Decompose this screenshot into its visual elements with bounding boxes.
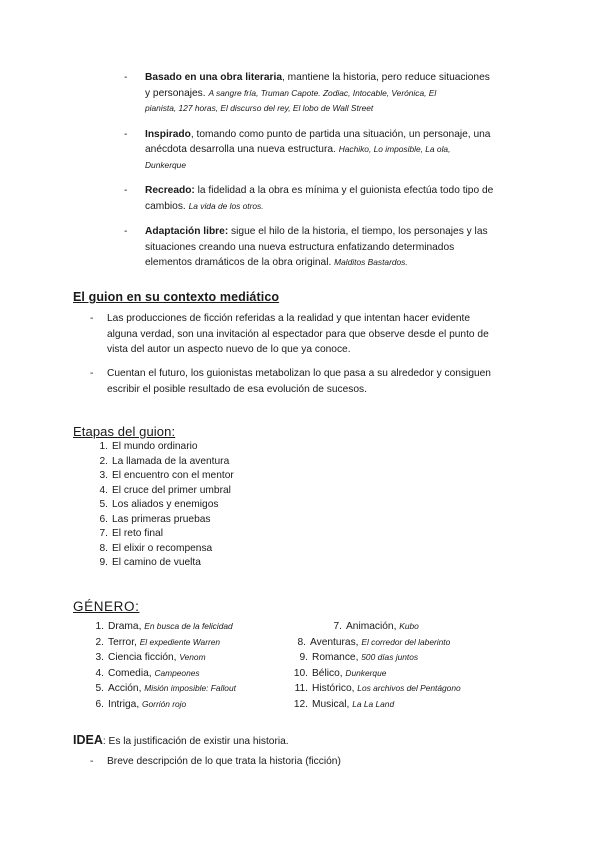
dash-bullet: - bbox=[124, 185, 128, 196]
dash-bullet: - bbox=[124, 128, 128, 140]
item-number: 3. bbox=[95, 652, 104, 663]
list-item bbox=[86, 542, 386, 557]
genre-item bbox=[282, 697, 461, 713]
genre-name: Ciencia ficción, bbox=[108, 652, 180, 663]
list-item-line bbox=[145, 142, 534, 158]
genre-name: Terror, bbox=[108, 636, 140, 648]
genre-example: En busca de la felicidad bbox=[144, 621, 233, 631]
item-examples: Dunkerque bbox=[145, 159, 186, 170]
item-number: 4. bbox=[95, 667, 104, 679]
item-number: 2. bbox=[95, 636, 104, 648]
list-item bbox=[86, 556, 386, 571]
item-text: cambios. bbox=[145, 200, 189, 212]
genre-column-left bbox=[86, 619, 236, 712]
item-number: 6. bbox=[99, 513, 108, 525]
item-number: 1. bbox=[99, 441, 108, 452]
list-item-line bbox=[145, 127, 534, 143]
item-number: 8. bbox=[297, 636, 306, 648]
list-item bbox=[86, 513, 386, 528]
section-heading-genero: GÉNERO: bbox=[73, 599, 140, 614]
genre-name: Romance, bbox=[312, 652, 362, 663]
genre-name: Bélico, bbox=[312, 667, 346, 679]
genre-item bbox=[282, 619, 461, 635]
item-text: anécdota desarrolla una nueva estructura. bbox=[145, 144, 339, 155]
genre-column-right bbox=[282, 619, 461, 712]
genre-item bbox=[86, 650, 236, 666]
item-lead: Inspirado bbox=[145, 128, 191, 140]
paragraph-item bbox=[90, 366, 535, 397]
etapas-list bbox=[86, 440, 386, 571]
item-text: sigue el hilo de la historia, el tiempo, los personajes y las bbox=[228, 226, 488, 237]
paragraph-line: escribir el posible resultado de esa evolución de sucesos. bbox=[107, 383, 367, 395]
genre-example: Kubo bbox=[399, 621, 419, 631]
list-item bbox=[124, 183, 534, 214]
section-heading-contexto: El guion en su contexto mediático bbox=[73, 290, 280, 304]
genre-example: Misión imposible: Fallout bbox=[144, 683, 236, 693]
genre-name: Acción, bbox=[108, 683, 145, 694]
item-number: 4. bbox=[99, 484, 108, 496]
list-item-line bbox=[145, 101, 534, 117]
list-item-line bbox=[145, 255, 534, 271]
genre-item bbox=[282, 666, 461, 682]
list-item-line bbox=[145, 86, 534, 102]
adaptation-types-list bbox=[124, 70, 534, 281]
item-text: y personajes. bbox=[145, 87, 209, 99]
idea-line bbox=[73, 733, 289, 747]
genre-item bbox=[282, 681, 461, 697]
paragraph-line: alguna verdad, son una invitación al espectador para que observe desde el punto de bbox=[107, 328, 489, 340]
genre-example: Dunkerque bbox=[345, 667, 387, 678]
item-number: 5. bbox=[99, 499, 108, 510]
item-number: 7. bbox=[333, 621, 342, 632]
item-examples: A sangre fría, Truman Capote. Zodiac, Intocable, Verónica, El bbox=[208, 87, 437, 98]
item-number: 7. bbox=[99, 528, 108, 539]
list-item bbox=[86, 484, 386, 499]
genre-example: El corredor del laberinto bbox=[361, 636, 451, 647]
paragraph-line: vista del autor un aspecto nuevo de lo que ya conoce. bbox=[107, 344, 351, 355]
dash-bullet: - bbox=[124, 226, 128, 237]
paragraph-item bbox=[90, 754, 535, 770]
genre-item bbox=[86, 619, 236, 635]
item-number: 10. bbox=[293, 667, 308, 679]
genre-name: Histórico, bbox=[312, 683, 358, 694]
item-number: 9. bbox=[299, 652, 308, 663]
item-lead: Recreado: bbox=[145, 185, 195, 196]
item-text: la fidelidad a la obra es mínima y el guionista efectúa todo tipo de bbox=[194, 185, 494, 196]
item-number: 1. bbox=[95, 621, 104, 632]
paragraph-line: Breve descripción de lo que trata la historia (ficción) bbox=[107, 756, 341, 767]
list-item bbox=[86, 455, 386, 470]
item-text: elementos dramáticos de la obra original. bbox=[145, 257, 335, 268]
genre-name: Aventuras, bbox=[310, 636, 362, 648]
item-examples: La vida de los otros. bbox=[188, 200, 264, 211]
list-item bbox=[86, 527, 386, 542]
item-number: 2. bbox=[99, 455, 108, 467]
genre-item bbox=[86, 635, 236, 651]
item-examples: Hachiko, Lo imposible, La ola, bbox=[338, 144, 451, 154]
dash-bullet: - bbox=[90, 313, 94, 324]
genre-example: El expediente Warren bbox=[139, 636, 221, 647]
item-number: 3. bbox=[99, 470, 108, 481]
item-text: El camino de vuelta bbox=[112, 557, 201, 568]
genre-item bbox=[86, 666, 236, 682]
item-text: Las primeras pruebas bbox=[112, 513, 211, 525]
genre-name: Animación, bbox=[346, 621, 400, 632]
paragraph-line: Las producciones de ficción referidas a la realidad y que intentan hacer evidente bbox=[107, 313, 471, 324]
item-text: Los aliados y enemigos bbox=[112, 499, 219, 510]
genre-example: Gorrión rojo bbox=[141, 698, 187, 709]
item-number: 9. bbox=[99, 557, 108, 568]
item-text: , tomando como punto de partida una situación, un personaje, una bbox=[190, 128, 491, 140]
item-number: 8. bbox=[99, 542, 108, 554]
genre-example: La La Land bbox=[352, 698, 395, 709]
genre-name: Drama, bbox=[108, 621, 145, 632]
dash-bullet: - bbox=[90, 368, 94, 379]
genre-name: Comedia, bbox=[108, 667, 155, 679]
section-heading-etapas: Etapas del guion: bbox=[73, 424, 176, 439]
list-item bbox=[86, 440, 386, 455]
idea-label: IDEA bbox=[73, 733, 103, 747]
genre-item bbox=[282, 635, 461, 651]
item-lead: Adaptación libre: bbox=[145, 226, 229, 237]
list-item-line bbox=[145, 70, 534, 86]
list-item-line bbox=[145, 240, 534, 256]
genre-example: Campeones bbox=[154, 667, 200, 678]
paragraph-item bbox=[90, 311, 535, 358]
item-text: El reto final bbox=[112, 528, 163, 539]
item-examples: pianista, 127 horas, El discurso del rey, El lobo de Wall Street bbox=[145, 103, 374, 113]
genre-item bbox=[86, 697, 236, 713]
item-text: , mantiene la historia, pero reduce situaciones bbox=[282, 72, 490, 83]
item-text: El encuentro con el mentor bbox=[112, 470, 234, 481]
item-text: El elixir o recompensa bbox=[112, 542, 213, 554]
item-text: La llamada de la aventura bbox=[112, 455, 230, 467]
list-item-line bbox=[145, 158, 534, 174]
item-examples: Malditos Bastardos. bbox=[334, 257, 408, 267]
item-text: situaciones creando una nueva estructura enfatizando determinados bbox=[145, 241, 455, 253]
list-item-line bbox=[145, 199, 534, 215]
idea-text: : Es la justificación de existir una historia. bbox=[102, 736, 289, 747]
item-text: El mundo ordinario bbox=[112, 441, 198, 452]
item-number: 12. bbox=[293, 698, 308, 710]
dash-bullet: - bbox=[90, 756, 94, 767]
list-item bbox=[124, 224, 534, 271]
paragraph-line: Cuentan el futuro, los guionistas metabolizan lo que pasa a su alrededor y consiguen bbox=[107, 368, 491, 379]
genre-item bbox=[282, 650, 461, 666]
list-item bbox=[124, 127, 534, 174]
item-number: 11. bbox=[294, 683, 308, 694]
dash-bullet: - bbox=[124, 72, 128, 83]
genre-name: Intriga, bbox=[108, 698, 142, 710]
genre-item bbox=[86, 681, 236, 697]
genre-example: Los archivos del Pentágono bbox=[357, 683, 461, 693]
item-lead: Basado en una obra literaria bbox=[145, 72, 283, 83]
list-item-line bbox=[145, 224, 534, 240]
genre-name: Musical, bbox=[312, 698, 353, 710]
item-number: 5. bbox=[95, 683, 104, 694]
item-text: El cruce del primer umbral bbox=[112, 484, 231, 496]
item-number: 6. bbox=[95, 698, 104, 710]
list-item-line bbox=[145, 183, 534, 199]
genre-example: Venom bbox=[179, 652, 206, 662]
list-item bbox=[124, 70, 534, 117]
list-item bbox=[86, 498, 386, 513]
genre-example: 500 días juntos bbox=[361, 652, 419, 662]
list-item bbox=[86, 469, 386, 484]
